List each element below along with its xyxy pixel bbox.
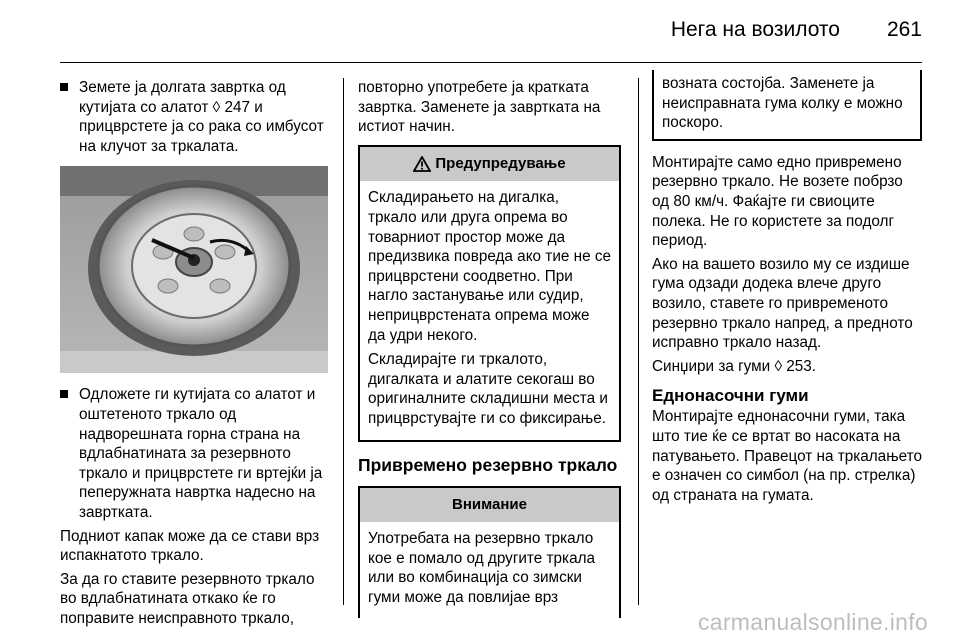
bullet-item <box>60 78 328 156</box>
paragraph: Монтирајте само едно привремено резервно тркало. Не возете побрзо од 80 км/ч. Фаќајте ги свиоците полека. Не го користете за подолг период. <box>652 153 903 250</box>
running-header-title: Нега на возилото <box>670 18 840 41</box>
bullet-text: Одложете ги кутијата со алатот и оштетеното тркало од надворешната горна страна на вдлабнатината за резервното тркало и прицврстете ги вртејќи ја пеперужната навртка надесно на завртката. <box>79 386 323 521</box>
column-divider <box>638 78 639 605</box>
warning-box <box>358 145 621 442</box>
caution-box-header <box>360 488 619 523</box>
paragraph: За да го ставите резервното тркало во вдлабнатината откако ќе го поправите неисправното тркало, <box>60 570 315 627</box>
column-1 <box>60 78 328 633</box>
spare-wheel-photo <box>60 166 328 373</box>
column-2 <box>358 78 621 628</box>
warning-title: Предупредување <box>435 154 566 172</box>
caution-text: Употребата на резервно тркало кое е помало од другите тркала или во комбинација со зимски гуми може да повлијае врз <box>368 530 596 606</box>
warning-text: Складирањето на дигалка, тркало или друга опрема во товарниот простор може да предизвика повреда ако тие не се прицврстени соодветно. При нагло застанување или судир, неприцврстената опрема може да удри некого. <box>368 189 611 344</box>
paragraph: Ако на вашето возило му се издише гума одзади додека влече друго возило, ставете го привременото резервно тркало напред, а предното исправно тркало назад. <box>652 255 913 352</box>
paragraph: Синџири за гуми ◊ 253. <box>652 357 817 375</box>
warning-text: Складирајте ги тркалото, дигалката и алатите секогаш во оригиналните складишни места и прицврстувајте ги со фиксирање. <box>368 351 608 427</box>
warning-triangle-icon <box>413 156 431 172</box>
header-rule <box>60 62 922 63</box>
section-heading: Еднонасочни гуми <box>652 386 809 406</box>
paragraph: повторно употребете ја кратката завртка. Заменете ја завртката на истиот начин. <box>358 79 601 136</box>
column-divider <box>343 78 344 605</box>
column-3 <box>652 75 922 509</box>
caution-title: Внимание <box>452 495 527 513</box>
caution-text: возната состојба. Заменете ја неисправната гума колку е можно поскоро. <box>662 75 903 132</box>
bullet-square-icon <box>60 83 68 91</box>
page-number: 261 <box>886 18 922 41</box>
caution-box-continued <box>652 70 922 141</box>
section-heading: Привремено резервно тркало <box>358 454 618 475</box>
paragraph: Подниот капак може да се стави врз испакнатото тркало. <box>60 527 320 565</box>
bullet-item <box>60 385 328 522</box>
caution-box <box>358 486 621 619</box>
warning-box-header <box>360 147 619 182</box>
bullet-square-icon <box>60 390 68 398</box>
bullet-text: Земете ја долгата завртка од кутијата со алатот ◊ 247 и прицврстете ја со рака со имбусот на клучот за тркалата. <box>79 79 324 155</box>
paragraph: Монтирајте еднонасочни гуми, така што тие ќе се вртат во насоката на патувањето. Правецот на тркалањето е означен со симбол (на пр. стрелка) од страната на гумата. <box>652 408 922 504</box>
watermark: carmanualsonline.info <box>697 609 928 635</box>
